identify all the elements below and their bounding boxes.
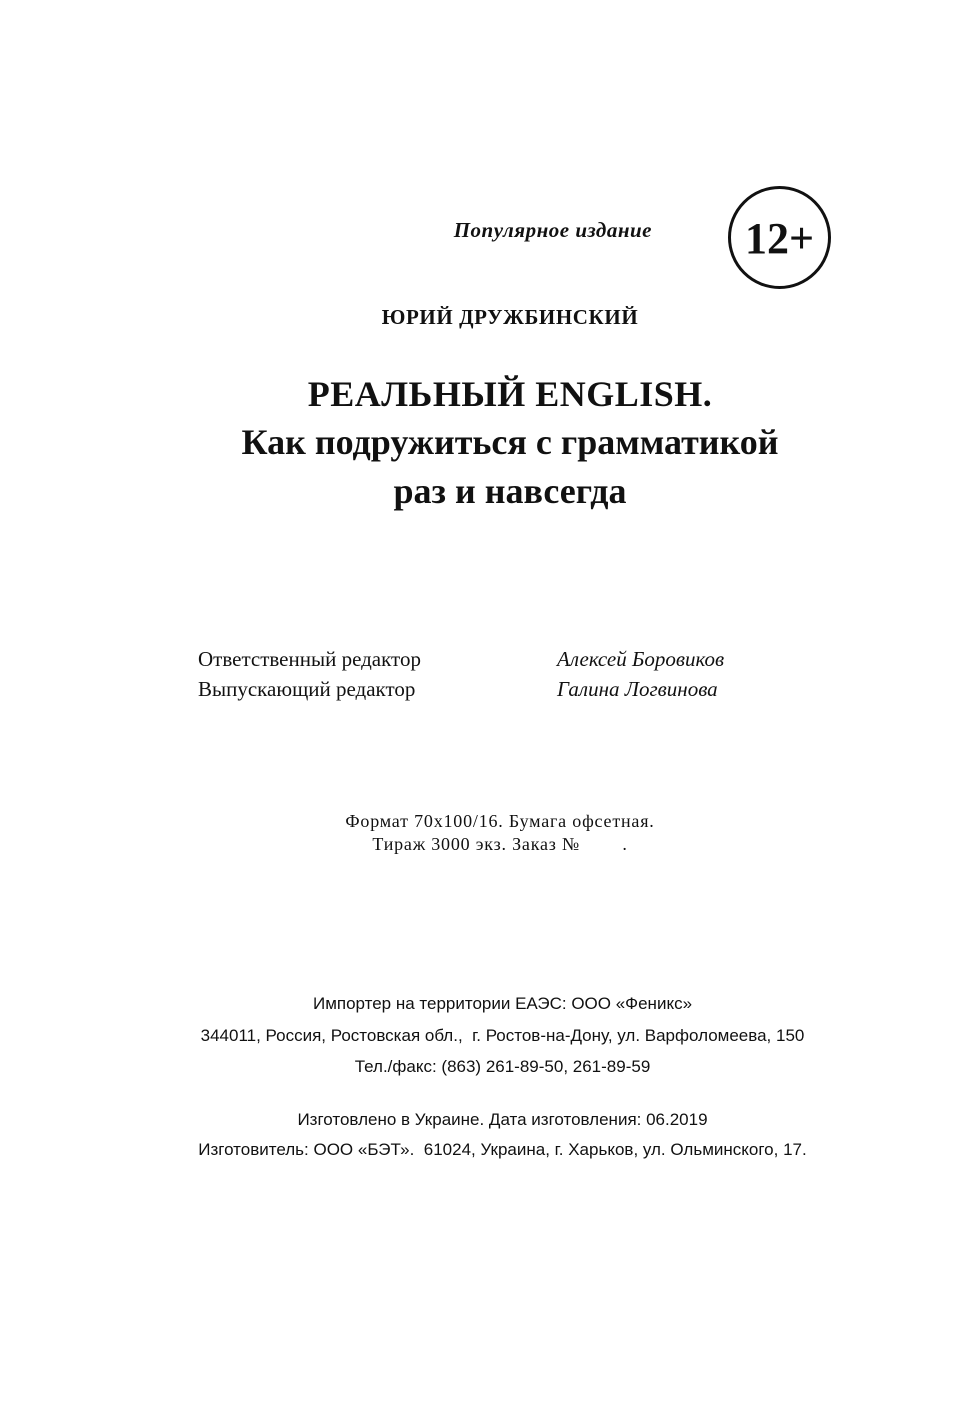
format-line: Формат 70x100/16. Бумага офсетная. [345, 811, 655, 831]
credit-role: Выпускающий редактор [198, 677, 416, 701]
credit-name: Алексей Боровиков [557, 647, 725, 671]
phone-line: Тел./факс: (863) 261-89-50, 261-89-59 [354, 1057, 651, 1076]
series-label: Популярное издание [453, 218, 652, 242]
editorial-credits [198, 644, 818, 704]
book-title-line-3: раз и навсегда [393, 471, 627, 511]
credit-row [198, 644, 818, 674]
credit-row [198, 674, 818, 704]
author-name: ЮРИЙ ДРУЖБИНСКИЙ [381, 305, 639, 329]
book-title-line-2: Как подружиться с грамматикой [241, 422, 779, 462]
age-rating-badge: 12+ [728, 186, 831, 289]
manufactured-line: Изготовлено в Украине. Дата изготовления: 06.2019 [297, 1110, 708, 1129]
print-run-line: Тираж 3000 экз. Заказ № . [372, 834, 628, 854]
manufacturer-line: Изготовитель: ООО «БЭТ». 61024, Украина, г. Харьков, ул. Ольминского, 17. [198, 1140, 807, 1159]
credit-name: Галина Логвинова [557, 677, 718, 701]
importer-line: Импортер на территории ЕАЭС: ООО «Феникс» [312, 994, 693, 1013]
credit-role: Ответственный редактор [198, 647, 421, 671]
book-title-line-1: РЕАЛЬНЫЙ ENGLISH. [307, 374, 713, 414]
address-line: 344011, Россия, Ростовская обл., г. Ростов-на-Дону, ул. Варфоломеева, 150 [200, 1026, 805, 1045]
